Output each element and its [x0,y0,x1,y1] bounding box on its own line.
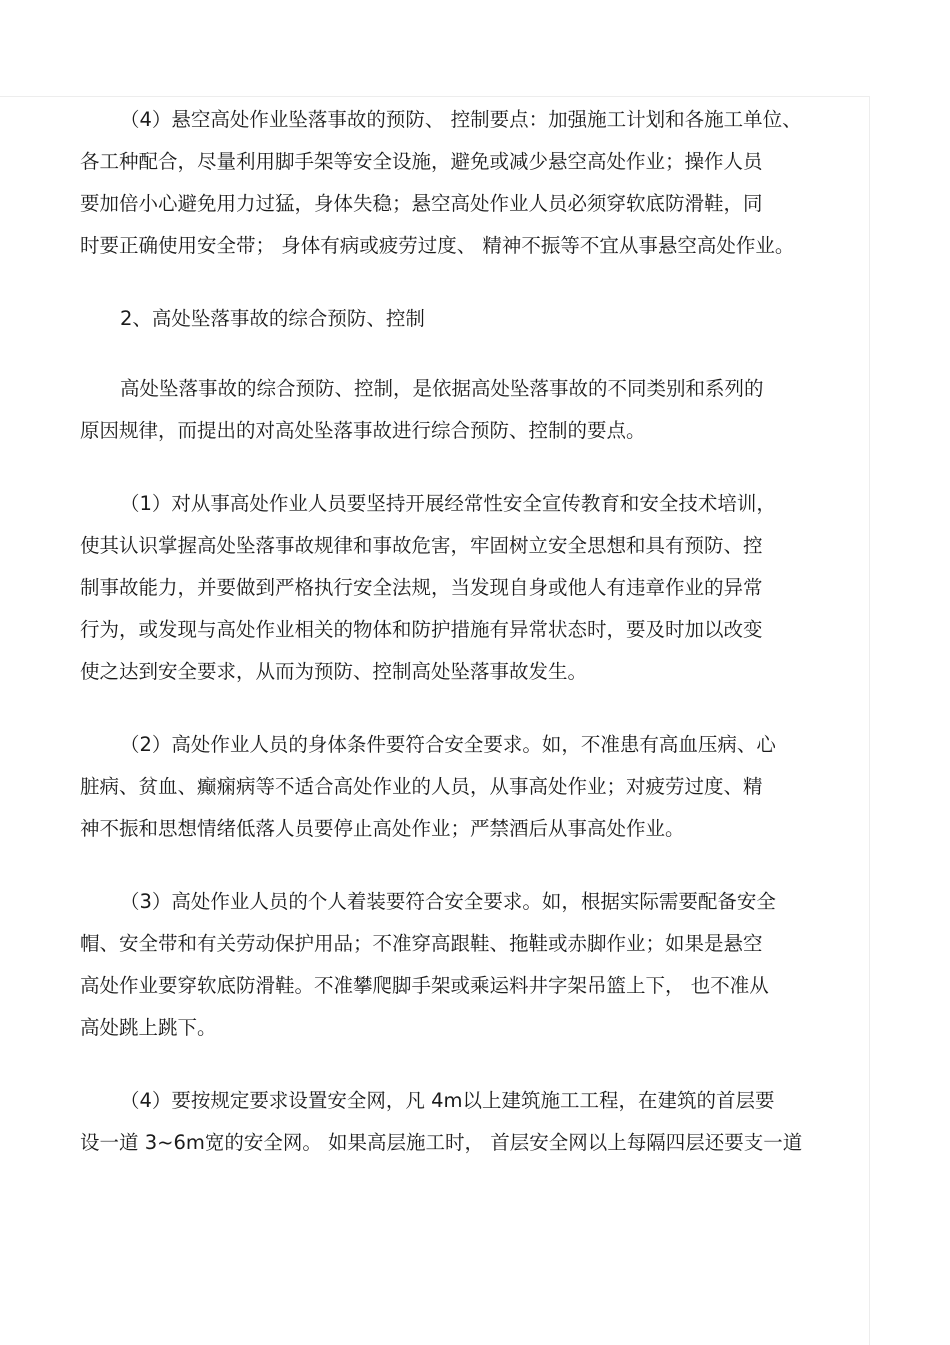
text-line: 原因规律，而提出的对高处坠落事故进行综合预防、控制的要点。 [80,419,646,442]
text-line: 制事故能力，并要做到严格执行安全法规，当发现自身或他人有违章作业的异常 [80,576,763,599]
text-line: 高处坠落事故的综合预防、控制，是依据高处坠落事故的不同类别和系列的 [120,377,764,400]
paragraph-gap [80,1049,855,1080]
paragraph-gap [80,693,855,724]
paragraph-item-1 [80,483,855,693]
text-line: （3）高处作业人员的个人着装要符合安全要求。如，根据实际需要配备安全 [120,890,776,913]
paragraph-item-2 [80,724,855,850]
text-line: 神不振和思想情绪低落人员要停止高处作业；严禁酒后从事高处作业。 [80,817,685,840]
section-heading [80,298,855,340]
text-line: 行为，或发现与高处作业相关的物体和防护措施有异常状态时，要及时加以改变 [80,618,763,641]
text-line: 使之达到安全要求，从而为预防、控制高处坠落事故发生。 [80,660,588,683]
paragraph-gap [80,850,855,881]
paragraph-gap [80,267,855,298]
text-line: 设一道 3~6m宽的安全网。 如果高层施工时， 首层安全网以上每隔四层还要支一道 [80,1131,803,1154]
text-line: （4）悬空高处作业坠落事故的预防、 控制要点：加强施工计划和各施工单位、 [120,108,802,131]
paragraph-gap [80,452,855,483]
text-line: 脏病、贫血、癫痫病等不适合高处作业的人员，从事高处作业；对疲劳过度、精 [80,775,763,798]
paragraph-suspended-work-control [80,99,855,267]
text-line: 高处跳上跳下。 [80,1016,217,1039]
text-line: （2）高处作业人员的身体条件要符合安全要求。如，不准患有高血压病、心 [120,733,776,756]
text-line: 要加倍小心避免用力过猛，身体失稳；悬空高处作业人员必须穿软底防滑鞋，同 [80,192,763,215]
text-line: 高处作业要穿软底防滑鞋。不准攀爬脚手架或乘运料井字架吊篮上下， 也不准从 [80,974,769,997]
paragraph-item-4 [80,1080,855,1164]
text-line: （4）要按规定要求设置安全网，凡 4m以上建筑施工工程，在建筑的首层要 [120,1089,775,1112]
text-line: （1）对从事高处作业人员要坚持开展经常性安全宣传教育和安全技术培训， [120,492,776,515]
document-body [80,99,855,1164]
heading-line: 2、高处坠落事故的综合预防、控制 [120,307,425,330]
text-line: 使其认识掌握高处坠落事故规律和事故危害，牢固树立安全思想和具有预防、控 [80,534,763,557]
text-line: 帽、安全带和有关劳动保护用品；不准穿高跟鞋、拖鞋或赤脚作业；如果是悬空 [80,932,763,955]
text-line: 各工种配合，尽量利用脚手架等安全设施，避免或减少悬空高处作业；操作人员 [80,150,763,173]
paragraph-comprehensive-overview [80,368,855,452]
paragraph-item-3 [80,881,855,1049]
paragraph-gap [80,340,855,368]
text-line: 时要正确使用安全带； 身体有病或疲劳过度、 精神不振等不宜从事悬空高处作业。 [80,234,795,257]
